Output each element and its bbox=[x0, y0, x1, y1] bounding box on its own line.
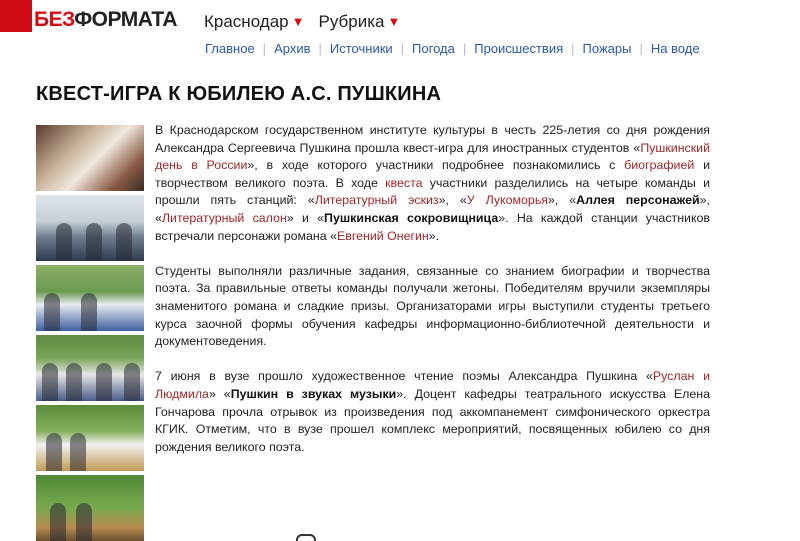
nav-link-on-water[interactable]: На воде bbox=[650, 41, 700, 56]
text: » « bbox=[208, 386, 231, 401]
rubric-dropdown-label: Рубрика bbox=[318, 12, 385, 31]
text: », « bbox=[438, 193, 467, 208]
nav-separator: | bbox=[462, 41, 467, 56]
article-title: КВЕСТ-ИГРА К ЮБИЛЕЮ А.С. ПУШКИНА bbox=[36, 83, 442, 105]
text: и творчеством великого поэта. В ходе bbox=[155, 158, 710, 190]
site-logo[interactable] bbox=[0, 0, 178, 32]
link-quest[interactable]: квеста bbox=[385, 175, 423, 190]
text: ». bbox=[428, 228, 440, 243]
text: участники разделились на четыре команды и прошли пять станций: « bbox=[155, 175, 710, 208]
link-literary-salon[interactable]: Литературный салон bbox=[161, 210, 287, 225]
text: В Краснодарском государственном институте культуры в честь 225-летия со дня рождения Александра Сергеевича Пушкина прошла квест-игра для иностранных студентов « bbox=[155, 123, 710, 155]
text: », « bbox=[155, 193, 710, 225]
gallery-photo[interactable] bbox=[36, 335, 144, 401]
nav-link-incidents[interactable]: Происшествия bbox=[474, 41, 564, 56]
nav-link-sources[interactable]: Источники bbox=[329, 41, 393, 56]
logo-red-block bbox=[0, 0, 32, 32]
region-dropdown[interactable] bbox=[204, 11, 305, 33]
nav-separator: | bbox=[262, 41, 267, 56]
triangle-down-icon: ▼ bbox=[291, 14, 305, 29]
text: », в ходе которого участники подробнее познакомились с bbox=[247, 158, 625, 173]
region-dropdown-label: Краснодар bbox=[204, 12, 289, 31]
text: 7 июня в вузе прошло художественное чтение поэмы Александра Пушкина « bbox=[155, 369, 653, 384]
text: ». На каждой станции участников встречали персонажи романа « bbox=[155, 210, 710, 243]
nav-separator: | bbox=[318, 41, 322, 56]
nav-separator: | bbox=[400, 41, 405, 56]
nav-link-fires[interactable]: Пожары bbox=[582, 41, 632, 56]
logo-text bbox=[34, 8, 177, 32]
logo-part-bez: БЕЗ bbox=[34, 8, 75, 31]
link-literary-sketch[interactable]: Литературный эскиз bbox=[314, 193, 439, 208]
article-body bbox=[155, 122, 710, 474]
bold-pushkin-treasury: Пушкинская сокровищница bbox=[324, 210, 499, 225]
triangle-down-icon: ▼ bbox=[387, 14, 401, 29]
link-eugene-onegin[interactable]: Евгений Онегин bbox=[337, 228, 429, 243]
nav-link-archive[interactable]: Архив bbox=[274, 41, 311, 56]
article-paragraph bbox=[155, 122, 710, 245]
photo-gallery bbox=[36, 125, 144, 541]
article-paragraph bbox=[155, 368, 710, 456]
nav-separator: | bbox=[571, 41, 575, 56]
logo-part-formata: ФОРМАТА bbox=[74, 8, 178, 31]
text: » и « bbox=[286, 210, 325, 225]
gallery-photo[interactable] bbox=[36, 405, 144, 471]
gallery-photo[interactable] bbox=[36, 265, 144, 331]
gallery-photo[interactable] bbox=[36, 475, 144, 541]
nav-separator: | bbox=[639, 41, 643, 56]
gallery-photo[interactable] bbox=[36, 195, 144, 261]
bold-pushkin-in-music: Пушкин в звуках музыки bbox=[230, 386, 397, 401]
nav-link-weather[interactable]: Погода bbox=[412, 41, 455, 56]
link-lukomorye[interactable]: У Лукоморья bbox=[466, 193, 548, 208]
scroll-up-icon[interactable] bbox=[296, 534, 316, 541]
gallery-photo[interactable] bbox=[36, 125, 144, 191]
text: », « bbox=[547, 193, 577, 208]
link-pushkin-day[interactable]: Пушкинский день в России bbox=[155, 140, 710, 173]
article-paragraph: Студенты выполняли различные задания, связанные со знанием биографии и творчества поэта. За правильные ответы команды получали жетоны. Победителям вручили экземпляры знаменитого романа и сладкие призы. Организаторами игры выступили студенты третьего курса заочной формы обучения кафедры информационно-библиотечной деятельности и документоведения. bbox=[155, 263, 710, 349]
top-menu bbox=[204, 11, 400, 33]
link-biography[interactable]: биографией bbox=[624, 158, 695, 173]
rubric-dropdown[interactable] bbox=[319, 11, 401, 33]
text: ». Доцент кафедры театрального искусства Елена Гончарова прочла отрывок из произведения под аккомпанемент симфонического оркестра КГИК. Отметим, что в вузе прошел комплекс мероприятий, посвященных юбилею со дня рождения великого поэта. bbox=[155, 386, 710, 454]
nav-link-main[interactable]: Главное bbox=[205, 41, 255, 56]
link-ruslan-lyudmila[interactable]: Руслан и Людмила bbox=[155, 369, 710, 401]
sub-nav bbox=[205, 40, 700, 58]
bold-alley-characters: Аллея персонажей bbox=[576, 193, 700, 208]
